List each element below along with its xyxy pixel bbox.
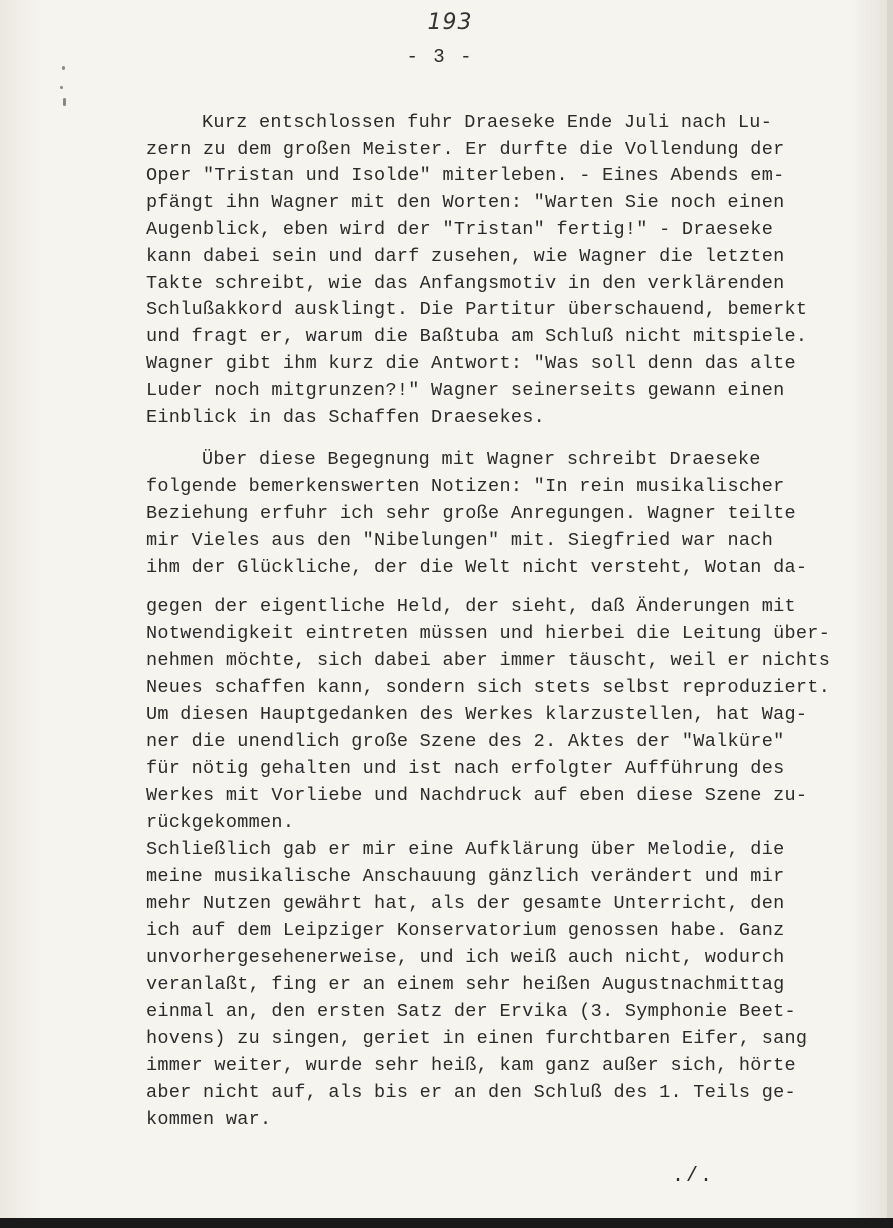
text-line: unvorhergesehenerweise, und ich weiß auch nicht, wodurch xyxy=(146,947,785,968)
text-line: gegen der eigentliche Held, der sieht, daß Änderungen mit xyxy=(146,596,796,617)
text-line: rückgekommen. xyxy=(146,812,295,833)
text-line: folgende bemerkenswerten Notizen: "In rein musikalischer xyxy=(146,476,785,497)
text-line: Wagner gibt ihm kurz die Antwort: "Was soll denn das alte xyxy=(146,353,796,374)
text-line: Notwendigkeit eintreten müssen und hierbei die Leitung über- xyxy=(146,623,831,644)
text-line: meine musikalische Anschauung gänzlich verändert und mir xyxy=(146,866,785,887)
text-line: Augenblick, eben wird der "Tristan" fertig!" - Draeseke xyxy=(146,219,774,240)
archive-number: 193 xyxy=(427,10,473,35)
text-line: und fragt er, warum die Baßtuba am Schluß nicht mitspiele. xyxy=(146,326,808,347)
text-line: für nötig gehalten und ist nach erfolgter Aufführung des xyxy=(146,758,785,779)
text-line: Schließlich gab er mir eine Aufklärung über Melodie, die xyxy=(146,839,785,860)
scan-speck xyxy=(62,66,65,70)
text-line: ihm der Glückliche, der die Welt nicht versteht, Wotan da- xyxy=(146,557,808,578)
text-line: Werkes mit Vorliebe und Nachdruck auf eben diese Szene zu- xyxy=(146,785,808,806)
text-line: ich auf dem Leipziger Konservatorium genossen habe. Ganz xyxy=(146,920,785,941)
text-line: aber nicht auf, als bis er an den Schluß des 1. Teils ge- xyxy=(146,1082,796,1103)
text-line: zern zu dem großen Meister. Er durfte die Vollendung der xyxy=(146,139,785,160)
page-edge-shadow xyxy=(887,0,893,1228)
text-line: Luder noch mitgrunzen?!" Wagner seinerseits gewann einen xyxy=(146,380,785,401)
text-line: Takte schreibt, wie das Anfangsmotiv in den verklärenden xyxy=(146,273,785,294)
page-number: - 3 - xyxy=(406,46,474,68)
text-line: Schlußakkord ausklingt. Die Partitur überschauend, bemerkt xyxy=(146,299,808,320)
text-line: Neues schaffen kann, sondern sich stets selbst reproduziert. xyxy=(146,677,831,698)
text-line: mehr Nutzen gewährt hat, als der gesamte Unterricht, den xyxy=(146,893,785,914)
scan-speck xyxy=(63,98,66,106)
scan-border xyxy=(0,1218,893,1228)
text-line: immer weiter, wurde sehr heiß, kam ganz außer sich, hörte xyxy=(146,1055,796,1076)
text-line: kann dabei sein und darf zusehen, wie Wagner die letzten xyxy=(146,246,785,267)
text-line: Um diesen Hauptgedanken des Werkes klarzustellen, hat Wag- xyxy=(146,704,808,725)
text-line: Einblick in das Schaffen Draesekes. xyxy=(146,407,546,428)
text-line: Über diese Begegnung mit Wagner schreibt Draeseke xyxy=(202,449,761,470)
text-line: pfängt ihn Wagner mit den Worten: "Warten Sie noch einen xyxy=(146,192,785,213)
text-line: Oper "Tristan und Isolde" miterleben. - Eines Abends em- xyxy=(146,165,785,186)
text-line: einmal an, den ersten Satz der Ervika (3. Symphonie Beet- xyxy=(146,1001,796,1022)
scan-speck xyxy=(60,86,63,89)
text-line: kommen war. xyxy=(146,1109,272,1130)
text-line: hovens) zu singen, geriet in einen furchtbaren Eifer, sang xyxy=(146,1028,808,1049)
text-line: nehmen möchte, sich dabei aber immer täuscht, weil er nichts xyxy=(146,650,831,671)
continuation-mark: ./. xyxy=(672,1165,715,1188)
text-line: ner die unendlich große Szene des 2. Aktes der "Walküre" xyxy=(146,731,785,752)
text-line: Beziehung erfuhr ich sehr große Anregungen. Wagner teilte xyxy=(146,503,796,524)
text-line: mir Vieles aus den "Nibelungen" mit. Siegfried war nach xyxy=(146,530,774,551)
text-line: Kurz entschlossen fuhr Draeseke Ende Juli nach Lu- xyxy=(202,112,773,133)
text-line: veranlaßt, fing er an einem sehr heißen Augustnachmittag xyxy=(146,974,785,995)
